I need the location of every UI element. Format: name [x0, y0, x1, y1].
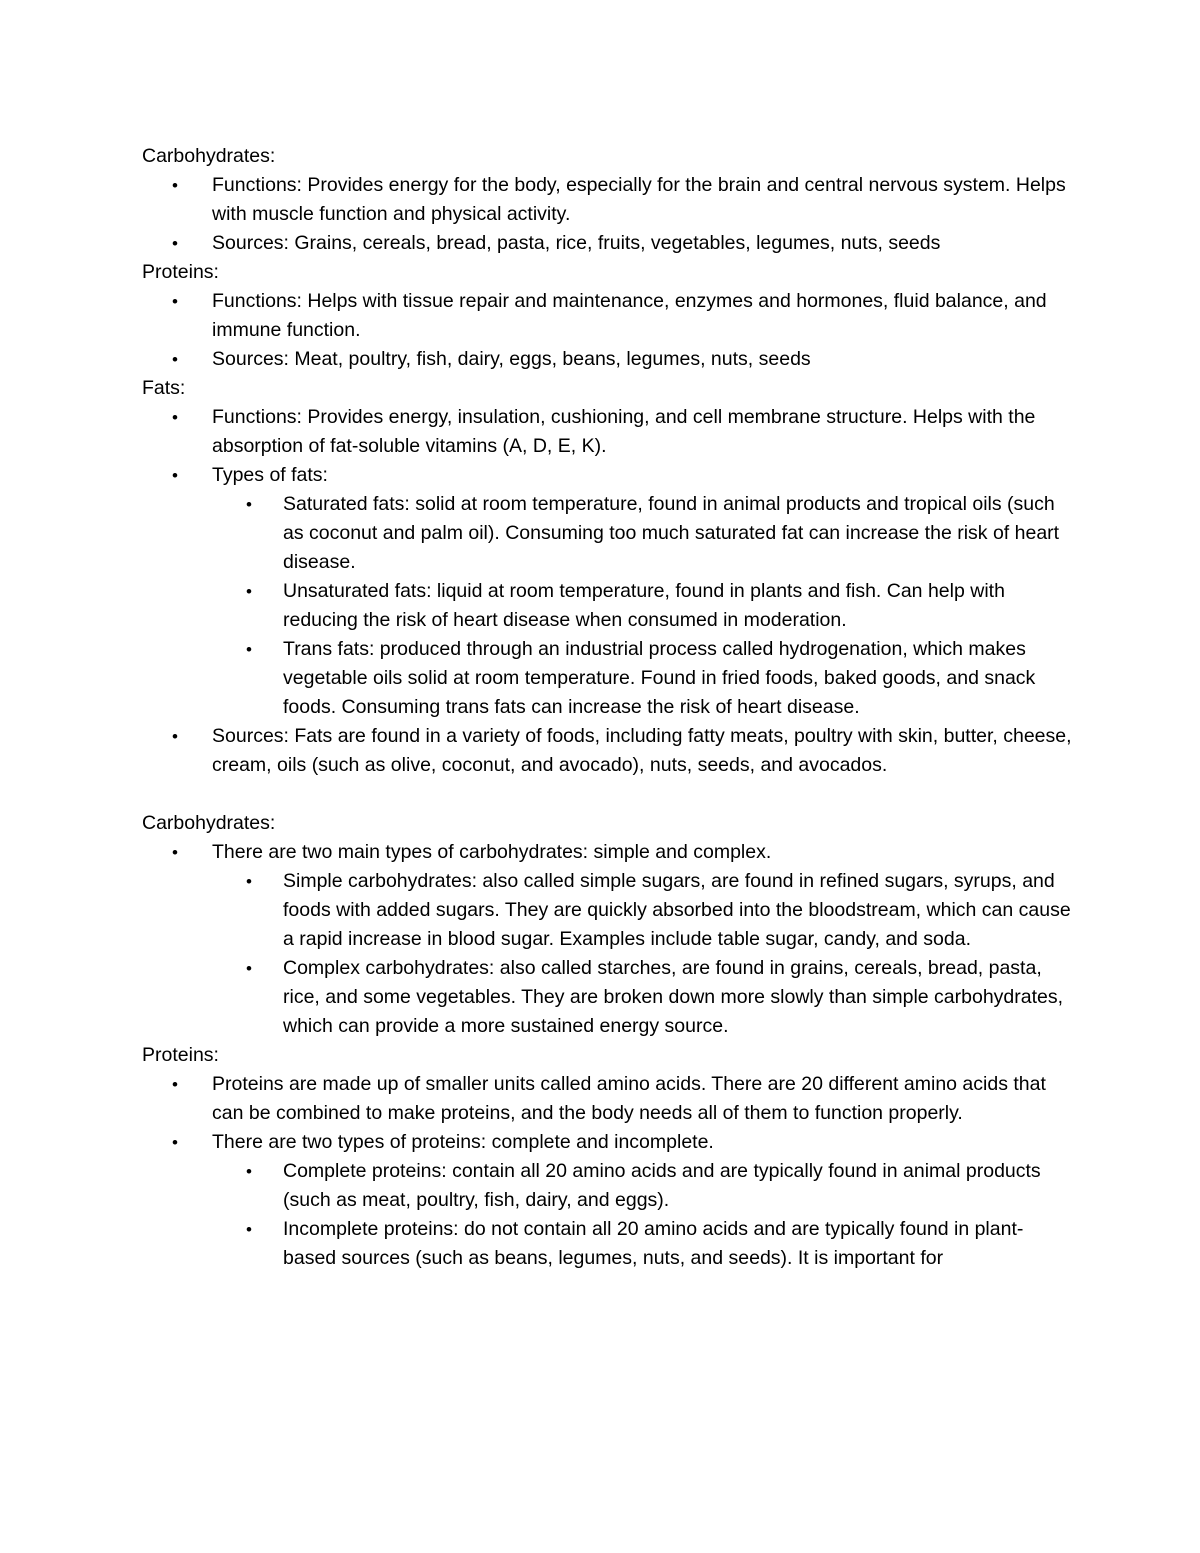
saturated-fats: Saturated fats: solid at room temperature, found in animal products and tropical oils (such as coconut and palm oil). Consuming too much saturated fat can increase the risk of heart disease.	[283, 493, 1060, 573]
proteins-subtypes-list	[212, 1157, 1072, 1273]
fats-types-list	[212, 490, 1072, 722]
carbohydrates-functions: Functions: Provides energy for the body, especially for the brain and central nervous system. Helps with muscle function and physical activity.	[212, 174, 1066, 225]
proteins-types-intro: There are two types of proteins: complete and incomplete.	[212, 1131, 714, 1153]
carbohydrates-heading: Carbohydrates:	[142, 145, 276, 167]
bullet-icon: •	[172, 1075, 178, 1094]
list-item	[142, 345, 1072, 374]
bullet-icon: •	[246, 959, 252, 978]
incomplete-proteins: Incomplete proteins: do not contain all 20 amino acids and are typically found in plant-based sources (such as beans, legumes, nuts, and seeds). It is important for	[283, 1218, 1024, 1269]
bullet-icon: •	[246, 1220, 252, 1239]
carbohydrates-sources: Sources: Grains, cereals, bread, pasta, rice, fruits, vegetables, legumes, nuts, seeds	[212, 232, 941, 254]
bullet-icon: •	[172, 1133, 178, 1152]
proteins-heading: Proteins:	[142, 261, 219, 283]
list-item	[142, 287, 1072, 345]
list-item	[142, 1070, 1072, 1128]
list-item	[142, 403, 1072, 461]
list-item	[212, 954, 1072, 1041]
bullet-icon: •	[246, 582, 252, 601]
bullet-icon: •	[246, 1162, 252, 1181]
bullet-icon: •	[172, 176, 178, 195]
fats-list	[142, 403, 1072, 780]
list-item	[142, 838, 1072, 1041]
bullet-icon: •	[172, 234, 178, 253]
list-item	[142, 461, 1072, 722]
list-item	[212, 577, 1072, 635]
carbohydrates-types-list	[142, 838, 1072, 1041]
carbohydrates-types-intro: There are two main types of carbohydrates: simple and complex.	[212, 841, 772, 863]
fats-functions: Functions: Provides energy, insulation, cushioning, and cell membrane structure. Helps with the absorption of fat-soluble vitamins (A, D, E, K).	[212, 406, 1036, 457]
list-item	[142, 722, 1072, 780]
carbohydrates-list	[142, 171, 1072, 258]
proteins-heading-2: Proteins:	[142, 1044, 219, 1066]
bullet-icon: •	[172, 843, 178, 862]
section-spacer	[142, 780, 1072, 809]
bullet-icon: •	[172, 466, 178, 485]
list-item	[212, 1215, 1072, 1273]
list-item	[142, 1128, 1072, 1273]
bullet-icon: •	[246, 495, 252, 514]
complete-proteins: Complete proteins: contain all 20 amino acids and are typically found in animal products (such as meat, poultry, fish, dairy, and eggs).	[283, 1160, 1041, 1211]
simple-carbohydrates: Simple carbohydrates: also called simple sugars, are found in refined sugars, syrups, and foods with added sugars. They are quickly absorbed into the bloodstream, which can cause a rapid increase in blood sugar. Examples include table sugar, candy, and soda.	[283, 870, 1071, 950]
proteins-amino-acids: Proteins are made up of smaller units called amino acids. There are 20 different amino acids that can be combined to make proteins, and the body needs all of them to function properly.	[212, 1073, 1046, 1124]
carbohydrates-heading-2: Carbohydrates:	[142, 812, 276, 834]
bullet-icon: •	[246, 640, 252, 659]
list-item	[142, 171, 1072, 229]
trans-fats: Trans fats: produced through an industrial process called hydrogenation, which makes vegetable oils solid at room temperature. Found in fried foods, baked goods, and snack foods. Consuming trans fats can increase the risk of heart disease.	[283, 638, 1036, 718]
list-item	[212, 867, 1072, 954]
carbohydrates-subtypes-list	[212, 867, 1072, 1041]
fats-sources: Sources: Fats are found in a variety of foods, including fatty meats, poultry with skin, butter, cheese, cream, oils (such as olive, coconut, and avocado), nuts, seeds, and avocados.	[212, 725, 1072, 776]
proteins-detail-list	[142, 1070, 1072, 1273]
bullet-icon: •	[172, 408, 178, 427]
bullet-icon: •	[172, 727, 178, 746]
bullet-icon: •	[172, 292, 178, 311]
proteins-sources: Sources: Meat, poultry, fish, dairy, eggs, beans, legumes, nuts, seeds	[212, 348, 811, 370]
list-item	[212, 1157, 1072, 1215]
list-item	[212, 635, 1072, 722]
bullet-icon: •	[246, 872, 252, 891]
document-page	[142, 142, 1072, 1273]
fats-types-label: Types of fats:	[212, 464, 328, 486]
unsaturated-fats: Unsaturated fats: liquid at room temperature, found in plants and fish. Can help with reducing the risk of heart disease when consumed in moderation.	[283, 580, 1005, 631]
bullet-icon: •	[172, 350, 178, 369]
list-item	[212, 490, 1072, 577]
proteins-functions: Functions: Helps with tissue repair and maintenance, enzymes and hormones, fluid balance, and immune function.	[212, 290, 1047, 341]
fats-heading: Fats:	[142, 377, 186, 399]
proteins-list	[142, 287, 1072, 374]
list-item	[142, 229, 1072, 258]
complex-carbohydrates: Complex carbohydrates: also called starches, are found in grains, cereals, bread, pasta, rice, and some vegetables. They are broken down more slowly than simple carbohydrates, which can provide a more sustained energy source.	[283, 957, 1064, 1037]
